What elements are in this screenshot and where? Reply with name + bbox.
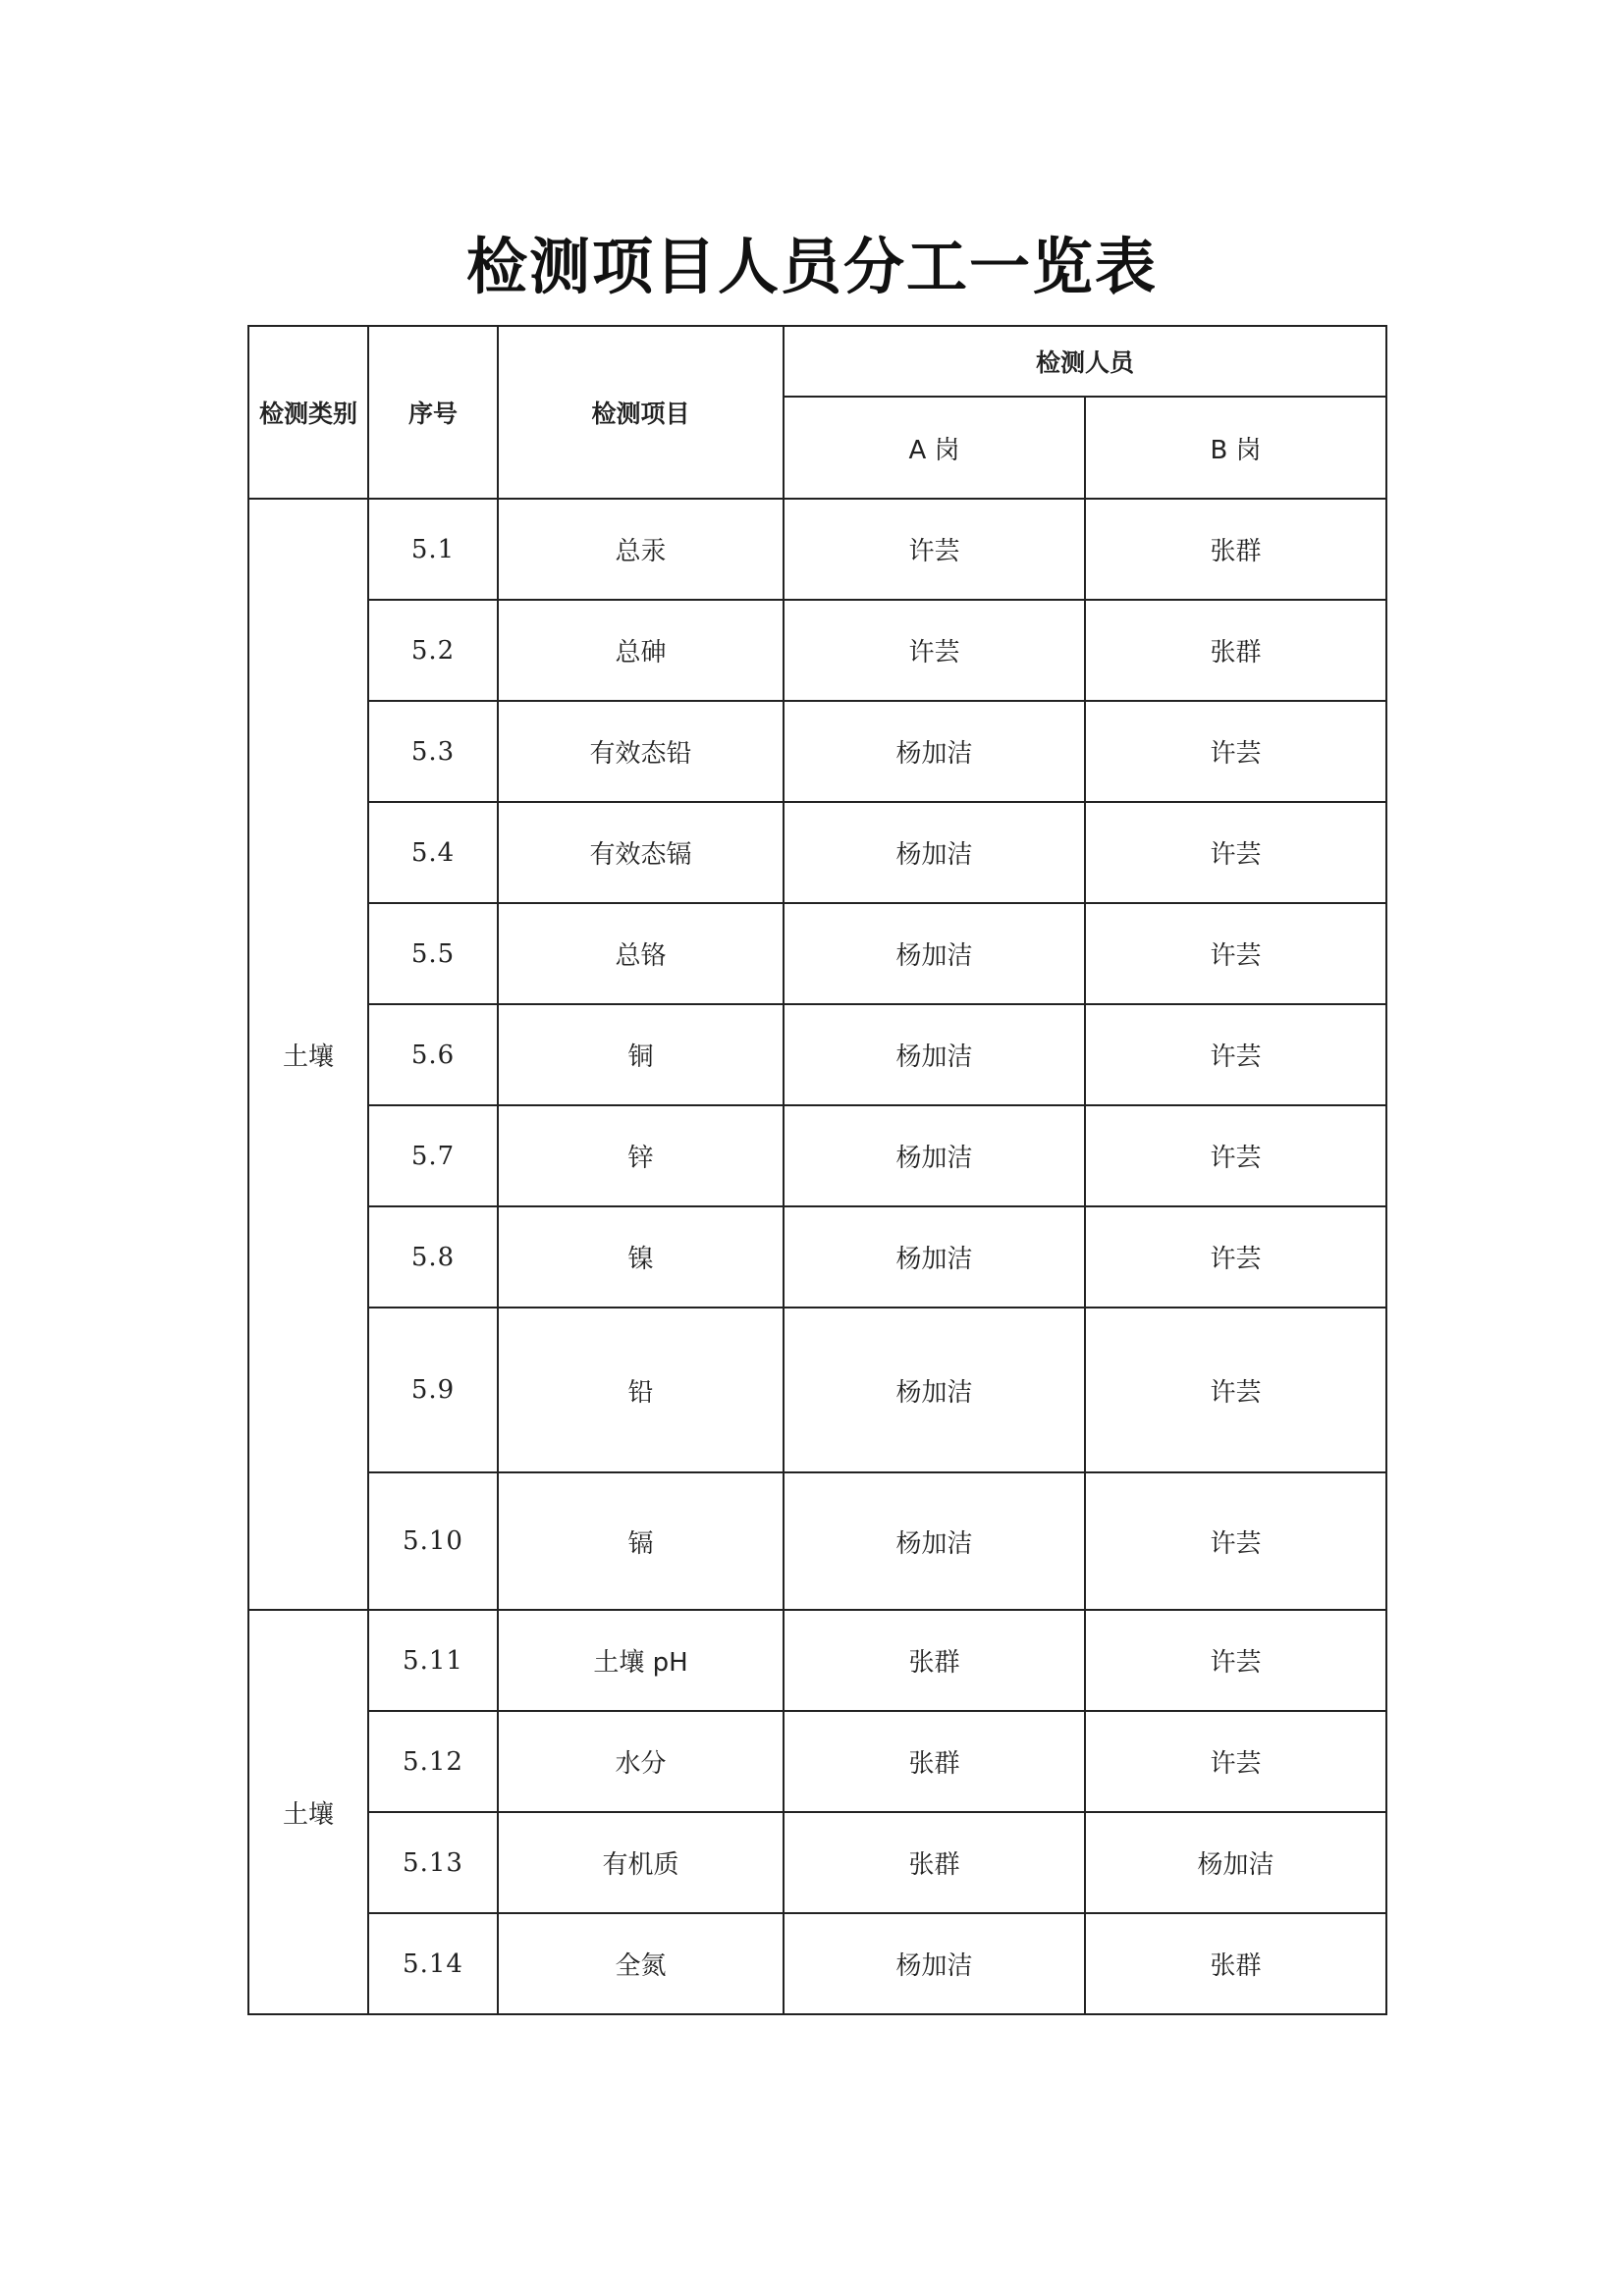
header-post-b: B 岗: [1085, 397, 1386, 499]
seq-cell: 5.9: [368, 1308, 498, 1472]
post-b-cell: 许芸: [1085, 1711, 1386, 1812]
post-a-cell: 杨加洁: [784, 1472, 1085, 1610]
post-a-cell: 杨加洁: [784, 701, 1085, 802]
header-category: 检测类别: [248, 326, 368, 499]
table-row: [248, 903, 1386, 1004]
table-row: [248, 1308, 1386, 1472]
post-b-cell: 张群: [1085, 600, 1386, 701]
item-cell: 铜: [498, 1004, 784, 1105]
seq-cell: 5.2: [368, 600, 498, 701]
seq-cell: 5.10: [368, 1472, 498, 1610]
document-title: 检测项目人员分工一览表: [465, 231, 1158, 302]
post-a-cell: 杨加洁: [784, 903, 1085, 1004]
post-a-cell: 许芸: [784, 600, 1085, 701]
table-row: [248, 499, 1386, 600]
post-b-cell: 张群: [1085, 499, 1386, 600]
post-a-cell: 杨加洁: [784, 1913, 1085, 2014]
post-a-cell: 杨加洁: [784, 1206, 1085, 1308]
seq-cell: 5.4: [368, 802, 498, 903]
header-personnel: 检测人员: [784, 326, 1386, 397]
item-cell: 全氮: [498, 1913, 784, 2014]
item-cell: 土壤 pH: [498, 1610, 784, 1711]
post-b-cell: 许芸: [1085, 802, 1386, 903]
post-b-cell: 许芸: [1085, 1610, 1386, 1711]
post-b-cell: 许芸: [1085, 1206, 1386, 1308]
seq-cell: 5.1: [368, 499, 498, 600]
assignment-table: [247, 325, 1387, 2015]
item-cell: 总砷: [498, 600, 784, 701]
post-a-cell: 张群: [784, 1711, 1085, 1812]
item-cell: 有机质: [498, 1812, 784, 1913]
table-row: [248, 1206, 1386, 1308]
category-cell: 土壤: [248, 499, 368, 1610]
seq-cell: 5.3: [368, 701, 498, 802]
table-body: [248, 499, 1386, 2014]
header-item: 检测项目: [498, 326, 784, 499]
table-row: [248, 1812, 1386, 1913]
table-row: [248, 1472, 1386, 1610]
item-cell: 总汞: [498, 499, 784, 600]
category-cell: 土壤: [248, 1610, 368, 2014]
post-a-cell: 许芸: [784, 499, 1085, 600]
post-b-cell: 张群: [1085, 1913, 1386, 2014]
item-cell: 有效态镉: [498, 802, 784, 903]
seq-cell: 5.5: [368, 903, 498, 1004]
seq-cell: 5.6: [368, 1004, 498, 1105]
seq-cell: 5.7: [368, 1105, 498, 1206]
seq-cell: 5.11: [368, 1610, 498, 1711]
post-a-cell: 张群: [784, 1610, 1085, 1711]
item-cell: 总铬: [498, 903, 784, 1004]
item-cell: 锌: [498, 1105, 784, 1206]
post-a-cell: 杨加洁: [784, 802, 1085, 903]
post-a-cell: 杨加洁: [784, 1004, 1085, 1105]
seq-cell: 5.8: [368, 1206, 498, 1308]
post-b-cell: 许芸: [1085, 1472, 1386, 1610]
post-b-cell: 许芸: [1085, 1105, 1386, 1206]
post-b-cell: 许芸: [1085, 903, 1386, 1004]
item-cell: 铅: [498, 1308, 784, 1472]
seq-cell: 5.12: [368, 1711, 498, 1812]
post-a-cell: 杨加洁: [784, 1105, 1085, 1206]
item-cell: 有效态铅: [498, 701, 784, 802]
seq-cell: 5.13: [368, 1812, 498, 1913]
post-a-cell: 杨加洁: [784, 1308, 1085, 1472]
table-row: [248, 1913, 1386, 2014]
item-cell: 镍: [498, 1206, 784, 1308]
header-seq: 序号: [368, 326, 498, 499]
post-b-cell: 许芸: [1085, 1004, 1386, 1105]
item-cell: 水分: [498, 1711, 784, 1812]
table-row: [248, 1004, 1386, 1105]
seq-cell: 5.14: [368, 1913, 498, 2014]
post-a-cell: 张群: [784, 1812, 1085, 1913]
table-row: [248, 701, 1386, 802]
post-b-cell: 许芸: [1085, 701, 1386, 802]
table-row: [248, 1610, 1386, 1711]
table-row: [248, 802, 1386, 903]
post-b-cell: 杨加洁: [1085, 1812, 1386, 1913]
post-b-cell: 许芸: [1085, 1308, 1386, 1472]
item-cell: 镉: [498, 1472, 784, 1610]
table-row: [248, 1105, 1386, 1206]
table-row: [248, 600, 1386, 701]
table-row: [248, 1711, 1386, 1812]
header-post-a: A 岗: [784, 397, 1085, 499]
